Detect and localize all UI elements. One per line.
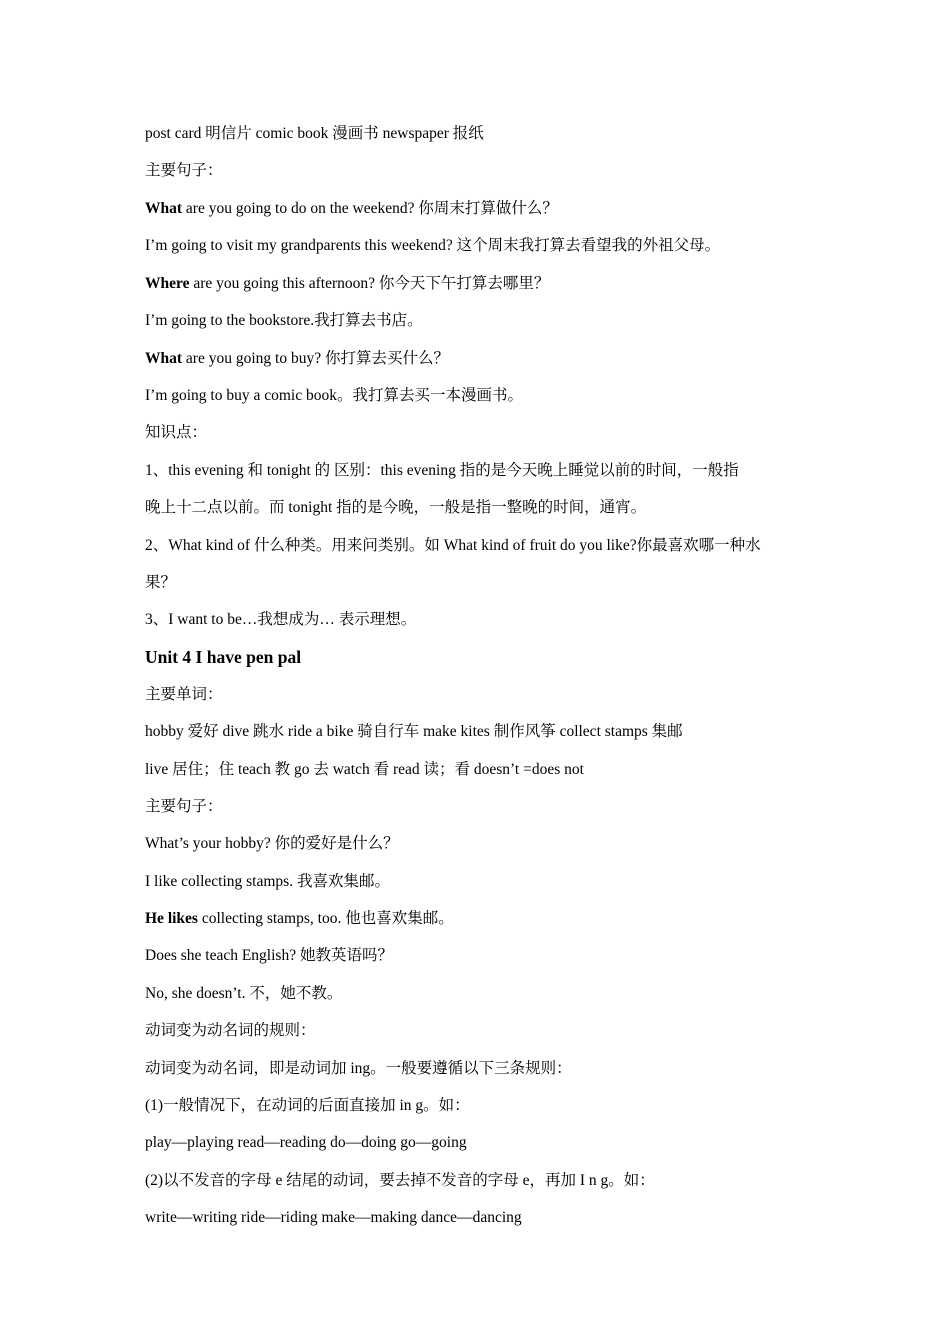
bold-word: He — [145, 910, 164, 927]
vocab-line: live 居住；住 teach 教 go 去 watch 看 read 读；看 doesn’t =does not — [145, 761, 584, 778]
section-label: 知识点： — [145, 424, 208, 441]
sentence-line: What’s your hobby? 你的爱好是什么？ — [145, 835, 399, 852]
knowledge-point: 1、this evening 和 tonight 的 区别：this evening 指的是今天晚上睡觉以前的时间，一般指 — [145, 462, 739, 479]
vocab-line: hobby 爱好 dive 跳水 ride a bike 骑自行车 make kites 制作风筝 collect stamps 集邮 — [145, 723, 683, 740]
knowledge-point: 晚上十二点以前。而 tonight 指的是今晚，一般是指一整晚的时间，通宵。 — [145, 499, 647, 516]
section-label: 主要单词： — [145, 686, 223, 703]
bold-word: What — [145, 200, 183, 217]
rule-line: (2)以不发音的字母 e 结尾的动词，要去掉不发音的字母 e，再加 I n g。如： — [145, 1172, 655, 1189]
rule-line: (1)一般情况下，在动词的后面直接加 in g。如： — [145, 1097, 470, 1114]
knowledge-point: 3、I want to be…我想成为… 表示理想。 — [145, 611, 417, 628]
sentence-line: Does she teach English? 她教英语吗？ — [145, 947, 393, 964]
section-label: 主要句子： — [145, 798, 223, 815]
section-label: 动词变为动名词的规则： — [145, 1022, 316, 1039]
sentence-line: I’m going to visit my grandparents this weekend? 这个周末我打算去看望我的外祖父母。 — [145, 237, 721, 254]
sentence-line: I’m going to buy a comic book。我打算去买一本漫画书。 — [145, 387, 523, 404]
sentence-line: Where are you going this afternoon? 你今天下午打算去哪里？ — [145, 275, 550, 292]
rule-line: 动词变为动名词，即是动词加 ing。一般要遵循以下三条规则： — [145, 1060, 572, 1077]
bold-word: What — [145, 350, 183, 367]
sentence-line: I like collecting stamps. 我喜欢集邮。 — [145, 873, 390, 890]
unit-heading: Unit 4 I have pen pal — [145, 647, 302, 667]
bold-word: Where — [145, 275, 190, 292]
knowledge-point: 果？ — [145, 574, 177, 591]
sentence-line: What are you going to do on the weekend? 你周末打算做什么？ — [145, 200, 558, 217]
sentence-line: I’m going to the bookstore.我打算去书店。 — [145, 312, 423, 329]
bold-word: likes — [167, 910, 198, 927]
section-label: 主要句子： — [145, 162, 223, 179]
sentence-line: He likes collecting stamps, too. 他也喜欢集邮。 — [145, 910, 454, 927]
example-line: write—writing ride—riding make—making dance—dancing — [145, 1209, 522, 1226]
vocab-line: post card 明信片 comic book 漫画书 newspaper 报纸 — [145, 125, 484, 142]
example-line: play—playing read—reading do—doing go—going — [145, 1134, 467, 1151]
sentence-line: What are you going to buy? 你打算去买什么？ — [145, 350, 449, 367]
knowledge-point: 2、What kind of 什么种类。用来问类别。如 What kind of fruit do you like?你最喜欢哪一种水 — [145, 537, 761, 554]
sentence-line: No, she doesn’t. 不，她不教。 — [145, 985, 343, 1002]
